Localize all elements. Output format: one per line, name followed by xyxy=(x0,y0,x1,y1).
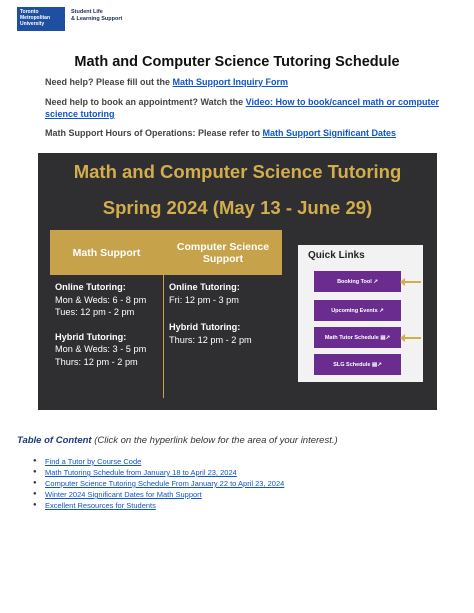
toc-link[interactable]: Winter 2024 Significant Dates for Math Support xyxy=(45,490,202,499)
quick-links-panel xyxy=(298,245,423,382)
list-item xyxy=(33,478,284,489)
banner-heading: Math and Computer Science Tutoring xyxy=(73,161,402,182)
math-support-header: Math Support xyxy=(50,230,163,275)
booking-video-link[interactable]: Video: How to book/cancel math or computer science tutoring xyxy=(45,97,440,119)
schedule-banner xyxy=(38,153,437,410)
math-tutor-schedule-button[interactable]: Math Tutor Schedule ▤↗ xyxy=(314,327,401,348)
list-item xyxy=(33,500,284,511)
page-title: Math and Computer Science Tutoring Schedule xyxy=(74,54,400,70)
column-divider xyxy=(163,230,164,398)
toc-link[interactable]: Find a Tutor by Course Code xyxy=(45,457,142,466)
booking-line: Need help to book an appointment? Watch the Video: How to book/cancel math or computer science tutoring xyxy=(45,97,440,119)
quick-links-title: Quick Links xyxy=(308,250,365,261)
toc-link[interactable]: Computer Science Tutoring Schedule From January 22 to April 23, 2024 xyxy=(45,479,285,488)
cs-support-header: Computer Science Support xyxy=(164,230,282,275)
help-line: Need help? Please fill out the Math Support Inquiry Form xyxy=(45,77,289,87)
math-schedule: Online Tutoring: Mon & Weds: 6 - 8 pm Tues: 12 pm - 2 pm Hybrid Tutoring: Mon & Weds: 3 - 5 pm Thurs: 12 pm - 2 pm xyxy=(55,282,147,367)
toc-link[interactable]: Math Tutoring Schedule from January 18 to April 23, 2024 xyxy=(45,468,237,477)
booking-tool-button[interactable]: Booking Tool ↗ xyxy=(314,271,401,292)
banner-subheading: Spring 2024 (May 13 - June 29) xyxy=(102,197,373,218)
significant-dates-link[interactable]: Math Support Significant Dates xyxy=(262,128,397,138)
toc-heading: Table of Content (Click on the hyperlink below for the area of your interest.) xyxy=(17,435,338,446)
toc-link[interactable]: Excellent Resources for Students xyxy=(45,501,156,510)
upcoming-events-button[interactable]: Upcoming Events ↗ xyxy=(314,300,401,321)
university-logo: Toronto Metropolitan University xyxy=(17,7,65,31)
toc-list xyxy=(33,456,284,511)
slg-schedule-button[interactable]: SLG Schedule ▤↗ xyxy=(314,354,401,375)
list-item xyxy=(33,467,284,478)
inquiry-form-link[interactable]: Math Support Inquiry Form xyxy=(172,77,289,87)
list-item xyxy=(33,489,284,500)
arrow-icon xyxy=(404,281,421,283)
list-item xyxy=(33,456,284,467)
arrow-icon xyxy=(404,337,421,339)
cs-schedule: Online Tutoring: Fri: 12 pm - 3 pm Hybrid Tutoring: Thurs: 12 pm - 2 pm xyxy=(169,282,252,345)
department-name: Student Life & Learning Support xyxy=(71,9,123,22)
hours-line: Math Support Hours of Operations: Please refer to Math Support Significant Dates xyxy=(45,128,397,138)
